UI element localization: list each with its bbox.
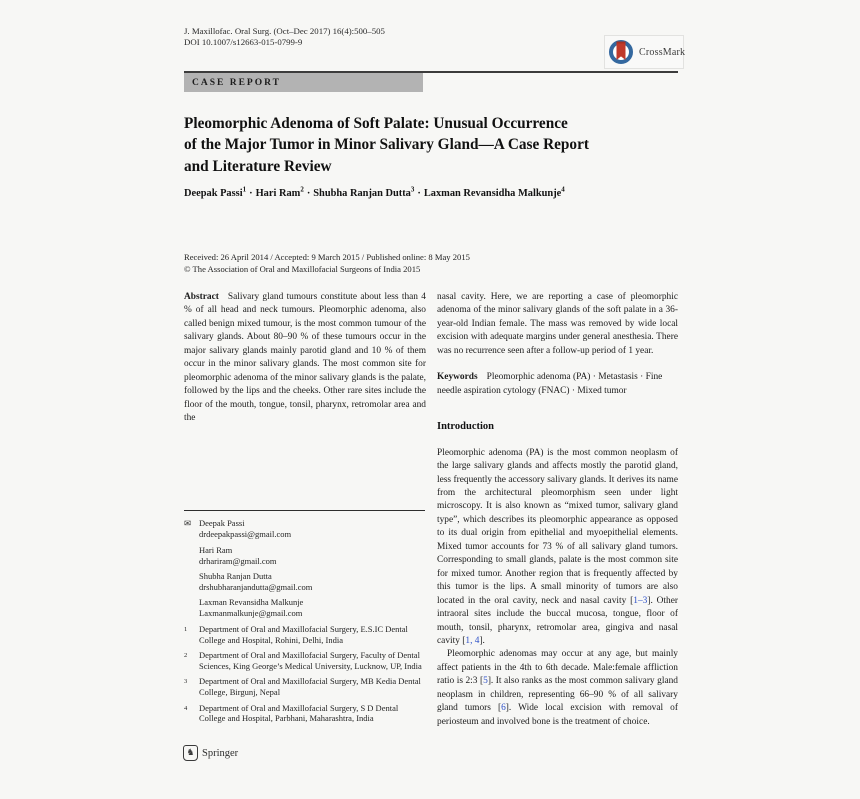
- abstract-label: Abstract: [184, 292, 219, 302]
- affiliation-text: Department of Oral and Maxillofacial Surgery, E.S.IC Dental College and Hospital, Rohini, Delhi, India: [199, 623, 408, 645]
- correspondent-email[interactable]: drshubharanjandutta@gmail.com: [199, 581, 313, 592]
- correspondent-name: Shubha Ranjan Dutta: [199, 571, 272, 582]
- spacer: [184, 597, 199, 619]
- citation-link-1-4[interactable]: 1, 4: [465, 635, 480, 646]
- correspondence-detail: [199, 597, 303, 619]
- introduction-paragraph-2: [437, 648, 678, 729]
- author-separator: ·: [306, 188, 311, 200]
- intro-p1-text-c: ].: [479, 635, 485, 646]
- left-column: [184, 291, 426, 426]
- publisher-footer: [183, 745, 238, 761]
- title-line-1: Pleomorphic Adenoma of Soft Palate: Unusual Occurrence: [184, 115, 568, 132]
- page-title: [184, 113, 589, 177]
- intro-p1-text-b: ]. Other intraoral sites include the buccal mucosa, tongue, floor of mouth, tonsil, pharynx, retromolar area, gingiva and nasal cavity [: [437, 595, 678, 646]
- footnote-block: [184, 510, 425, 729]
- doi-line: DOI 10.1007/s12663-015-0799-9: [184, 37, 303, 48]
- article-history: [184, 252, 470, 275]
- footnote-divider: [184, 510, 425, 511]
- crossmark-icon: [608, 39, 634, 65]
- correspondence-entry: [184, 597, 425, 619]
- affiliation-text: Department of Oral and Maxillofacial Surgery, S D Dental College and Hospital, Parbhani, Maharashtra, India: [199, 702, 399, 724]
- affiliation-text: Department of Oral and Maxillofacial Surgery, MB Kedia Dental College, Birgunj, Nepal: [199, 676, 421, 698]
- correspondent-name: Laxman Revansidha Malkunje: [199, 597, 304, 608]
- citation-link-6[interactable]: 6: [501, 703, 506, 714]
- affiliation-entry: [184, 676, 425, 698]
- received-line: Received: 26 April 2014 / Accepted: 9 March 2015 / Published online: 8 May 2015: [184, 252, 470, 262]
- correspondence-detail: [199, 571, 312, 593]
- right-column: [437, 291, 678, 729]
- affiliation-number: 4: [184, 704, 188, 712]
- correspondent-name: Hari Ram: [199, 544, 233, 555]
- author-4: Laxman Revansidha Malkunje$^4$: [423, 186, 565, 200]
- correspondent-email[interactable]: Laxmanmalkunje@gmail.com: [199, 608, 303, 619]
- affiliation-text: Department of Oral and Maxillofacial Surgery, Faculty of Dental Sciences, King George’s Medical University, Lucknow, UP, India: [199, 649, 422, 671]
- spacer: [184, 545, 199, 567]
- correspondence-entry: [184, 571, 425, 593]
- copyright-line: © The Association of Oral and Maxillofacial Surgeons of India 2015: [184, 263, 421, 274]
- correspondence-entry: [184, 518, 425, 540]
- journal-header: [184, 26, 385, 49]
- title-line-3: and Literature Review: [184, 157, 332, 175]
- affiliation-number: 3: [184, 678, 188, 686]
- spacer: [184, 571, 199, 593]
- abstract-paragraph-left: [184, 291, 426, 426]
- affiliation-number: 1: [184, 625, 188, 633]
- correspondence-entry: [184, 545, 425, 567]
- section-banner-label: CASE REPORT: [192, 77, 281, 88]
- correspondence-detail: [199, 545, 276, 567]
- introduction-heading: Introduction: [437, 421, 494, 433]
- title-line-2: of the Major Tumor in Minor Salivary Gland—A Case Report: [184, 136, 589, 154]
- intro-p2-text-a: Pleomorphic adenomas may occur at any age, but mainly affect patients in the 4th to 6th decade. Male:female affliction ratio is 2:3 [: [437, 649, 678, 687]
- citation-link-5[interactable]: 5: [483, 676, 488, 687]
- author-1: Deepak Passi$^1$: [184, 186, 247, 200]
- intro-p2-text-c: ]. Wide local excision with removal of periosteum and involved bone is the treatment of choice.: [437, 703, 678, 727]
- correspondent-email[interactable]: drdeepakpassi@gmail.com: [199, 529, 292, 540]
- affiliation-entry: [184, 703, 425, 725]
- section-banner: [184, 73, 423, 92]
- keywords-paragraph: [437, 371, 678, 398]
- author-separator: ·: [417, 188, 421, 200]
- author-separator: ·: [249, 188, 253, 200]
- keywords-text: Pleomorphic adenoma (PA) · Metastasis · Fine needle aspiration cytology (FNAC) · Mixed tumor: [437, 372, 663, 396]
- author-3: Shubha Ranjan Dutta$^3$: [313, 186, 415, 200]
- affiliation-number: 2: [184, 651, 188, 659]
- crossmark-label: CrossMark: [639, 46, 686, 58]
- citation-link-1-3[interactable]: 1–3: [633, 595, 648, 606]
- publisher-name: Springer: [202, 747, 239, 759]
- envelope-icon: ✉: [184, 518, 192, 529]
- journal-citation-line: J. Maxillofac. Oral Surg. (Oct–Dec 2017) 16(4):500–505: [184, 26, 385, 36]
- correspondent-name: Deepak Passi: [199, 518, 245, 529]
- abstract-paragraph-right: nasal cavity. Here, we are reporting a case of pleomorphic adenoma of the minor salivary glands of the soft palate in a 36-year-old Indian female. The mass was removed by wide local excision with adequate margins under general anesthesia. There was no recurrence seen after a follow-up period of 1 year.: [437, 292, 678, 356]
- introduction-paragraph-1: [437, 447, 678, 649]
- affiliation-entry: [184, 624, 425, 646]
- author-2: Hari Ram$^2$: [255, 186, 304, 200]
- springer-horse-icon: ♞: [183, 745, 198, 761]
- keywords-label: Keywords: [437, 372, 478, 383]
- intro-p2-text-b: ]. It also ranks as the most common salivary gland neoplasm in children, representing 66–90 % of all salivary gland tumors [: [437, 676, 678, 714]
- intro-p1-text-a: Pleomorphic adenoma (PA) is the most common neoplasm of the large salivary glands and affects mostly the parotid gland, less frequently the accessory salivary glands. It derives its name from the architectural pleomorphism seen under light microscopy. It is also known as “mixed tumor, salivary gland type”, which describes its pleomorphic appearance as opposed to its dual origin from epithelial and myoepithelial elements. Mixed tumor accounts for 73 % of all salivary gland tumors. Corresponding to small glands, palate is the most common site for mixed tumor. Another region that is frequently affected by this tumor is the lips. A small minority of tumors are also located in the oral cavity, neck and nasal cavity [: [437, 447, 678, 606]
- crossmark-badge[interactable]: [604, 35, 684, 69]
- author-list: [184, 186, 565, 199]
- affiliation-entry: [184, 650, 425, 672]
- correspondence-detail: [199, 518, 291, 540]
- abstract-text-left: Salivary gland tumours constitute about less than 4 % of all head and neck tumours. Pleomorphic adenoma, also called benign mixed tumour, is the most common tumour of the salivary glands. About 80–90 % of these tumours occur in the major salivary glands mainly parotid gland and 10 % of them occur in the minor salivary glands. The most common site for pleomorphic adenoma of the minor salivary glands is the palate, followed by the lips and the cheeks. Other rare sites include the floor of the mouth, tongue, tonsil, pharynx, retromolar area and the: [184, 292, 426, 424]
- correspondent-email[interactable]: drhariram@gmail.com: [199, 555, 277, 566]
